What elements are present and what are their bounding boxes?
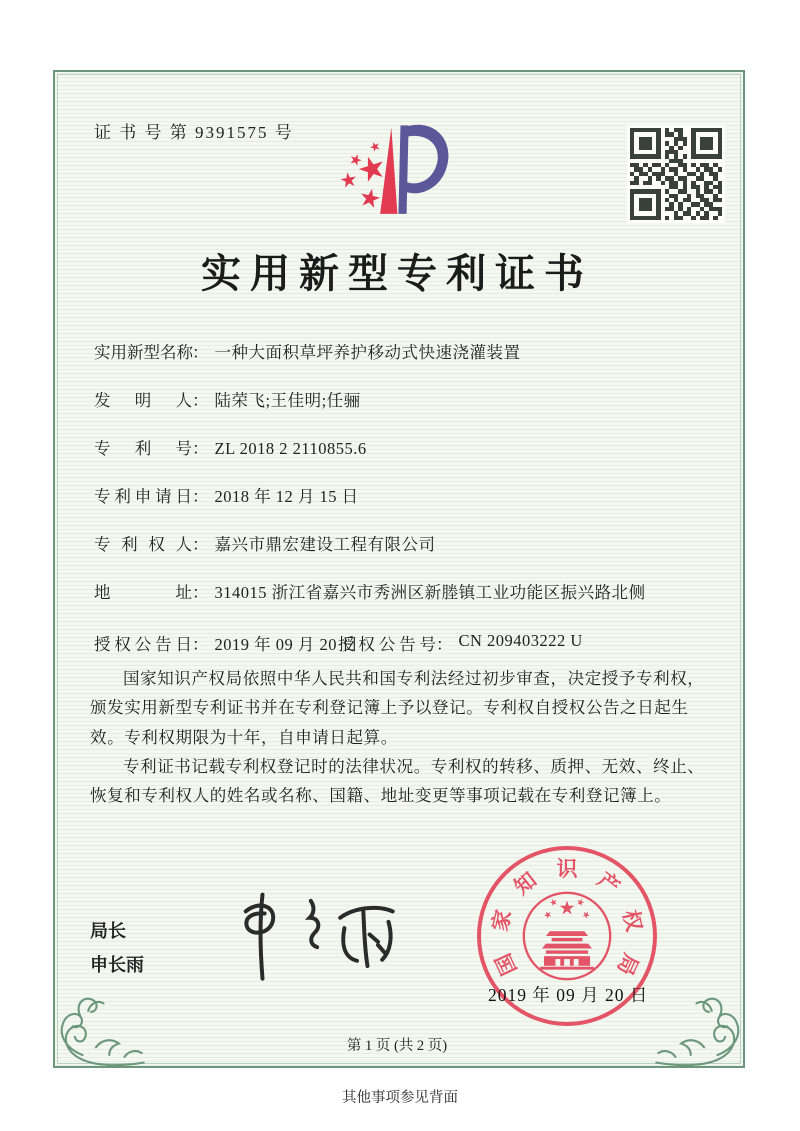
field-value: 嘉兴市鼎宏建设工程有限公司 xyxy=(214,535,436,554)
legal-paragraph-1: 国家知识产权局依照中华人民共和国专利法经过初步审查，决定授予专利权，颁发实用新型专利证书并在专利登记簿上予以登记。专利权自授权公告之日起生效。专利权期限为十年，自申请日起算。 xyxy=(90,669,705,747)
field-colon: ： xyxy=(192,535,209,554)
field-colon: ： xyxy=(192,439,209,458)
seal-character: 家 xyxy=(487,907,516,934)
signer-name: 申长雨 xyxy=(90,955,144,975)
field-colon: ： xyxy=(192,583,209,602)
field-row-inventors xyxy=(94,388,714,414)
field-label: 发明人 xyxy=(94,391,192,410)
legal-paragraph-2: 专利证书记载专利权登记时的法律状况。专利权的转移、质押、无效、终止、恢复和专利权人的姓名或名称、国籍、地址变更等事项记载在专利登记簿上。 xyxy=(90,756,705,806)
grant-row xyxy=(94,631,583,655)
field-row-filing-date xyxy=(94,484,714,510)
field-row-patentee xyxy=(94,532,714,558)
seal-character: 国 xyxy=(490,949,522,979)
field-colon: ： xyxy=(192,391,209,410)
legal-text xyxy=(90,664,710,810)
qr-code xyxy=(627,125,725,223)
certificate-number: 证 书 号 第 9391575 号 xyxy=(94,123,294,142)
field-label: 实用新型名称 xyxy=(94,343,193,362)
grant-date-label: 授权公告日 xyxy=(94,635,192,654)
certificate-title: 实用新型专利证书 xyxy=(201,251,593,296)
field-colon: ： xyxy=(192,635,209,654)
corner-flourish-bottom-left xyxy=(38,990,148,1076)
field-row-patent-number xyxy=(94,436,714,462)
field-value: ZL 2018 2 2110855.6 xyxy=(214,439,367,458)
grant-number-group xyxy=(338,631,583,655)
national-emblem-icon xyxy=(519,888,615,984)
field-value: 一种大面积草坪养护移动式快速浇灌装置 xyxy=(214,343,521,362)
grant-number-value: CN 209403222 U xyxy=(458,631,583,650)
field-row-name xyxy=(94,340,714,366)
corner-flourish-bottom-right xyxy=(652,990,762,1076)
field-label: 专利申请日 xyxy=(94,487,192,506)
grant-number-label: 授权公告号 xyxy=(338,635,436,654)
field-colon: ： xyxy=(192,487,209,506)
seal-character: 识 xyxy=(556,857,578,881)
cnipa-logo xyxy=(333,100,471,220)
field-colon: ： xyxy=(192,343,209,362)
commissioner-signature xyxy=(210,882,420,987)
signer-block xyxy=(90,914,144,982)
back-note: 其他事项参见背面 xyxy=(342,1090,458,1106)
field-value: 314015 浙江省嘉兴市秀洲区新塍镇工业功能区振兴路北侧 xyxy=(214,583,646,602)
seal-character: 产 xyxy=(592,867,625,900)
field-label: 专利权人 xyxy=(94,535,192,554)
page-number: 第 1 页 (共 2 页) xyxy=(346,1038,448,1054)
field-colon: ： xyxy=(436,635,453,654)
certificate-fields xyxy=(94,340,714,606)
seal-character: 权 xyxy=(618,907,647,934)
grant-date-value: 2019 年 09 月 20 日 xyxy=(214,635,359,654)
field-label: 专利号 xyxy=(94,439,192,458)
field-value: 陆荣飞;王佳明;任骊 xyxy=(214,391,361,410)
field-label: 地址 xyxy=(94,583,192,602)
seal-character: 知 xyxy=(509,867,542,900)
field-value: 2018 年 12 月 15 日 xyxy=(214,487,359,506)
signer-title: 局长 xyxy=(90,921,126,941)
seal-date: 2019 年 09 月 20 日 xyxy=(488,985,649,1005)
field-row-address xyxy=(94,580,714,606)
seal-character: 局 xyxy=(612,949,644,979)
